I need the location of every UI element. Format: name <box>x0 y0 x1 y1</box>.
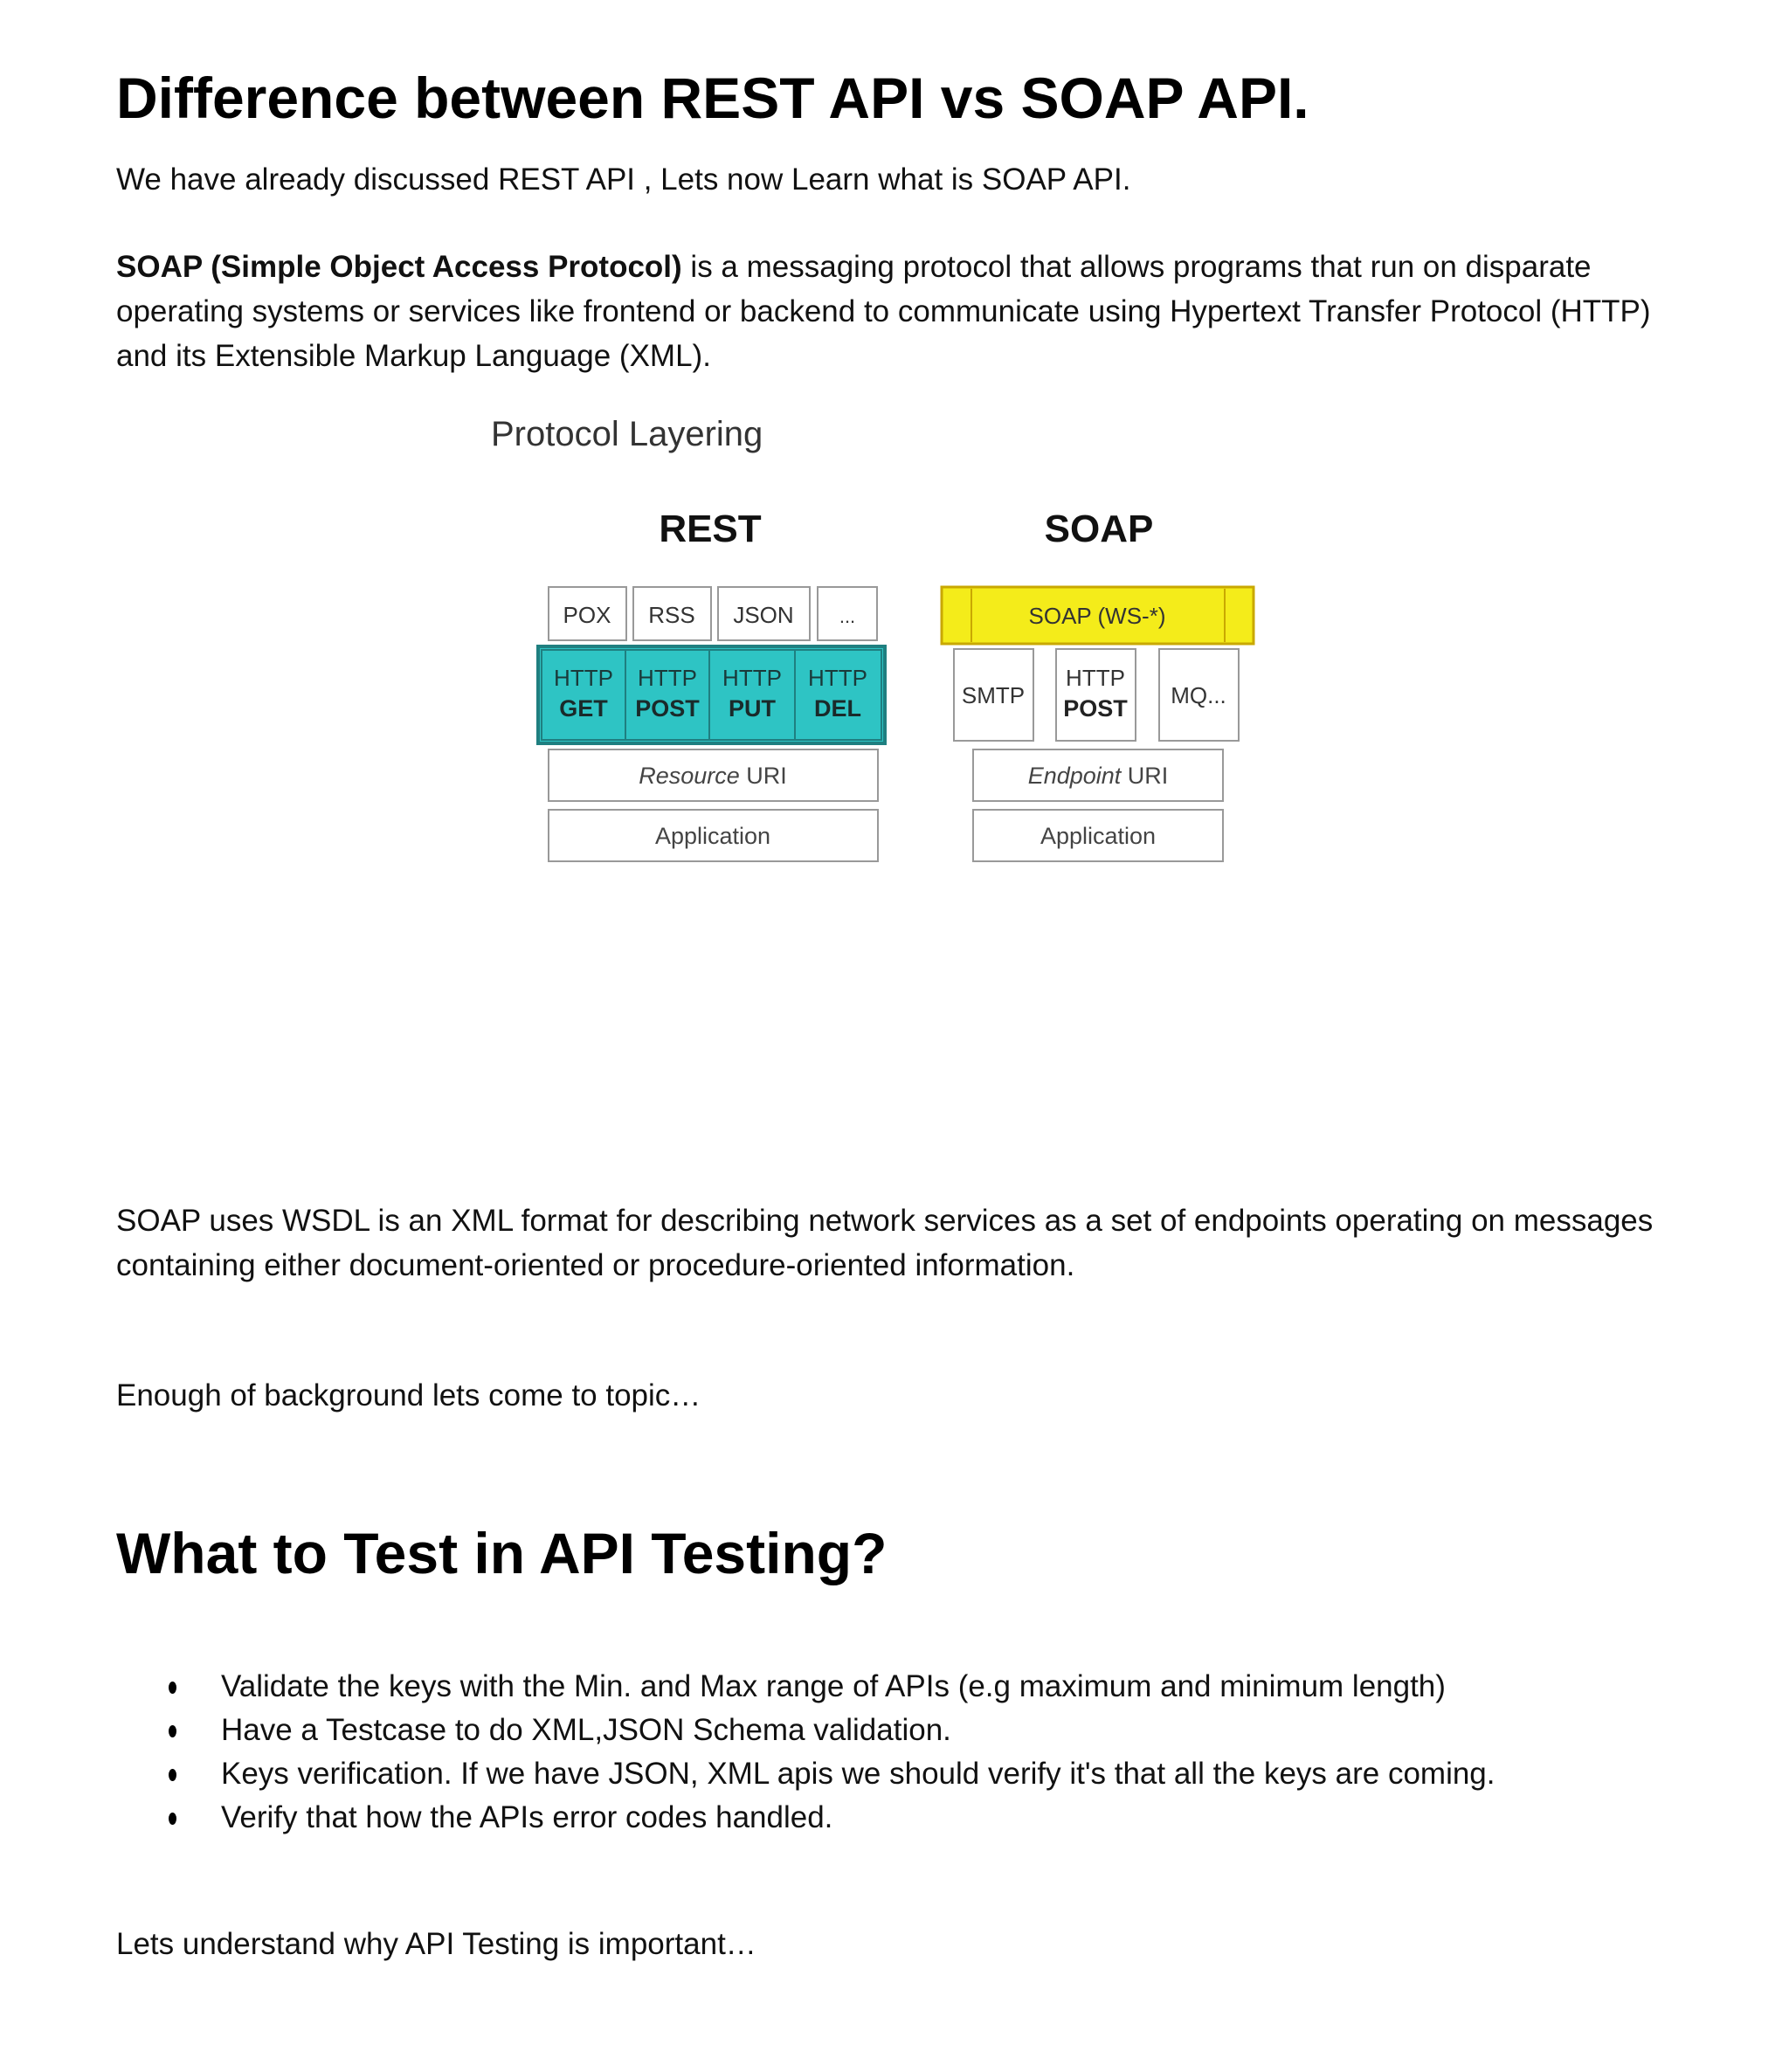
wsdl-paragraph: SOAP uses WSDL is an XML format for describing network services as a set of endpoints operating on messages containing either document-oriented or procedure-oriented information. <box>116 1204 1654 1282</box>
rest-method-http: HTTP <box>554 665 613 691</box>
soap-transport-label: MQ... <box>1171 682 1226 708</box>
intro-paragraph: We have already discussed REST API , Lets now Learn what is SOAP API. <box>116 162 1131 197</box>
list-item <box>116 1665 1689 1709</box>
rest-format-label: RSS <box>648 602 695 628</box>
bullet-icon <box>169 1682 176 1694</box>
list-item <box>116 1796 1689 1840</box>
rest-method-row <box>538 646 885 743</box>
rest-method-verb: POST <box>635 695 700 722</box>
closing-paragraph: Lets understand why API Testing is important… <box>116 1927 756 1961</box>
diagram-title: Protocol Layering <box>491 415 763 453</box>
rest-label: REST <box>659 508 762 550</box>
rest-method-http: HTTP <box>722 665 782 691</box>
rest-method-verb: GET <box>559 695 608 722</box>
soap-transport-label: SMTP <box>961 682 1026 708</box>
list-item-text: Verify that how the APIs error codes handled. <box>221 1800 833 1834</box>
rest-uri-label: Resource URI <box>639 763 787 789</box>
background-paragraph: Enough of background lets come to topic… <box>116 1378 701 1412</box>
list-item-text: Validate the keys with the Min. and Max range of APIs (e.g maximum and minimum length) <box>221 1669 1446 1703</box>
rest-format-label: JSON <box>733 602 794 628</box>
bullet-icon <box>169 1813 176 1825</box>
rest-application-label: Application <box>654 823 771 849</box>
rest-method-verb: DEL <box>814 695 861 722</box>
soap-definition-text: is a messaging protocol that allows programs that run on disparate operating systems or services like frontend or backend to communicate using Hypertext Transfer Protocol (HTTP) and its Extensible Markup Language (XML). <box>116 250 1651 373</box>
soap-envelope <box>942 587 1254 644</box>
rest-format-row <box>549 587 877 640</box>
list-item-text: Keys verification. If we have JSON, XML apis we should verify it's that all the keys are coming. <box>221 1757 1495 1791</box>
rest-format-label: POX <box>563 602 611 628</box>
protocol-layering-diagram <box>472 411 1293 865</box>
bullet-icon <box>169 1769 176 1781</box>
soap-application-label: Application <box>1040 823 1157 849</box>
soap-definition-term: SOAP (Simple Object Access Protocol) <box>116 250 682 284</box>
rest-format-label: ... <box>839 605 856 627</box>
soap-label: SOAP <box>1044 508 1154 550</box>
rest-method-http: HTTP <box>808 665 867 691</box>
list-item <box>116 1709 1689 1752</box>
soap-uri-label: Endpoint URI <box>1027 763 1169 789</box>
list-item-text: Have a Testcase to do XML,JSON Schema validation. <box>221 1713 951 1747</box>
heading-rest-vs-soap: Difference between REST API vs SOAP API. <box>116 66 1309 130</box>
soap-envelope-label: SOAP (WS-*) <box>1028 603 1166 629</box>
rest-method-verb: PUT <box>729 695 776 722</box>
soap-definition-paragraph <box>116 245 1689 378</box>
rest-method-http: HTTP <box>638 665 697 691</box>
soap-transport-verb: POST <box>1063 695 1128 722</box>
heading-what-to-test: What to Test in API Testing? <box>116 1521 888 1585</box>
list-item <box>116 1752 1689 1796</box>
bullet-icon <box>169 1725 176 1737</box>
soap-transport-label: HTTP <box>1066 665 1125 691</box>
test-checklist <box>116 1665 1689 1840</box>
